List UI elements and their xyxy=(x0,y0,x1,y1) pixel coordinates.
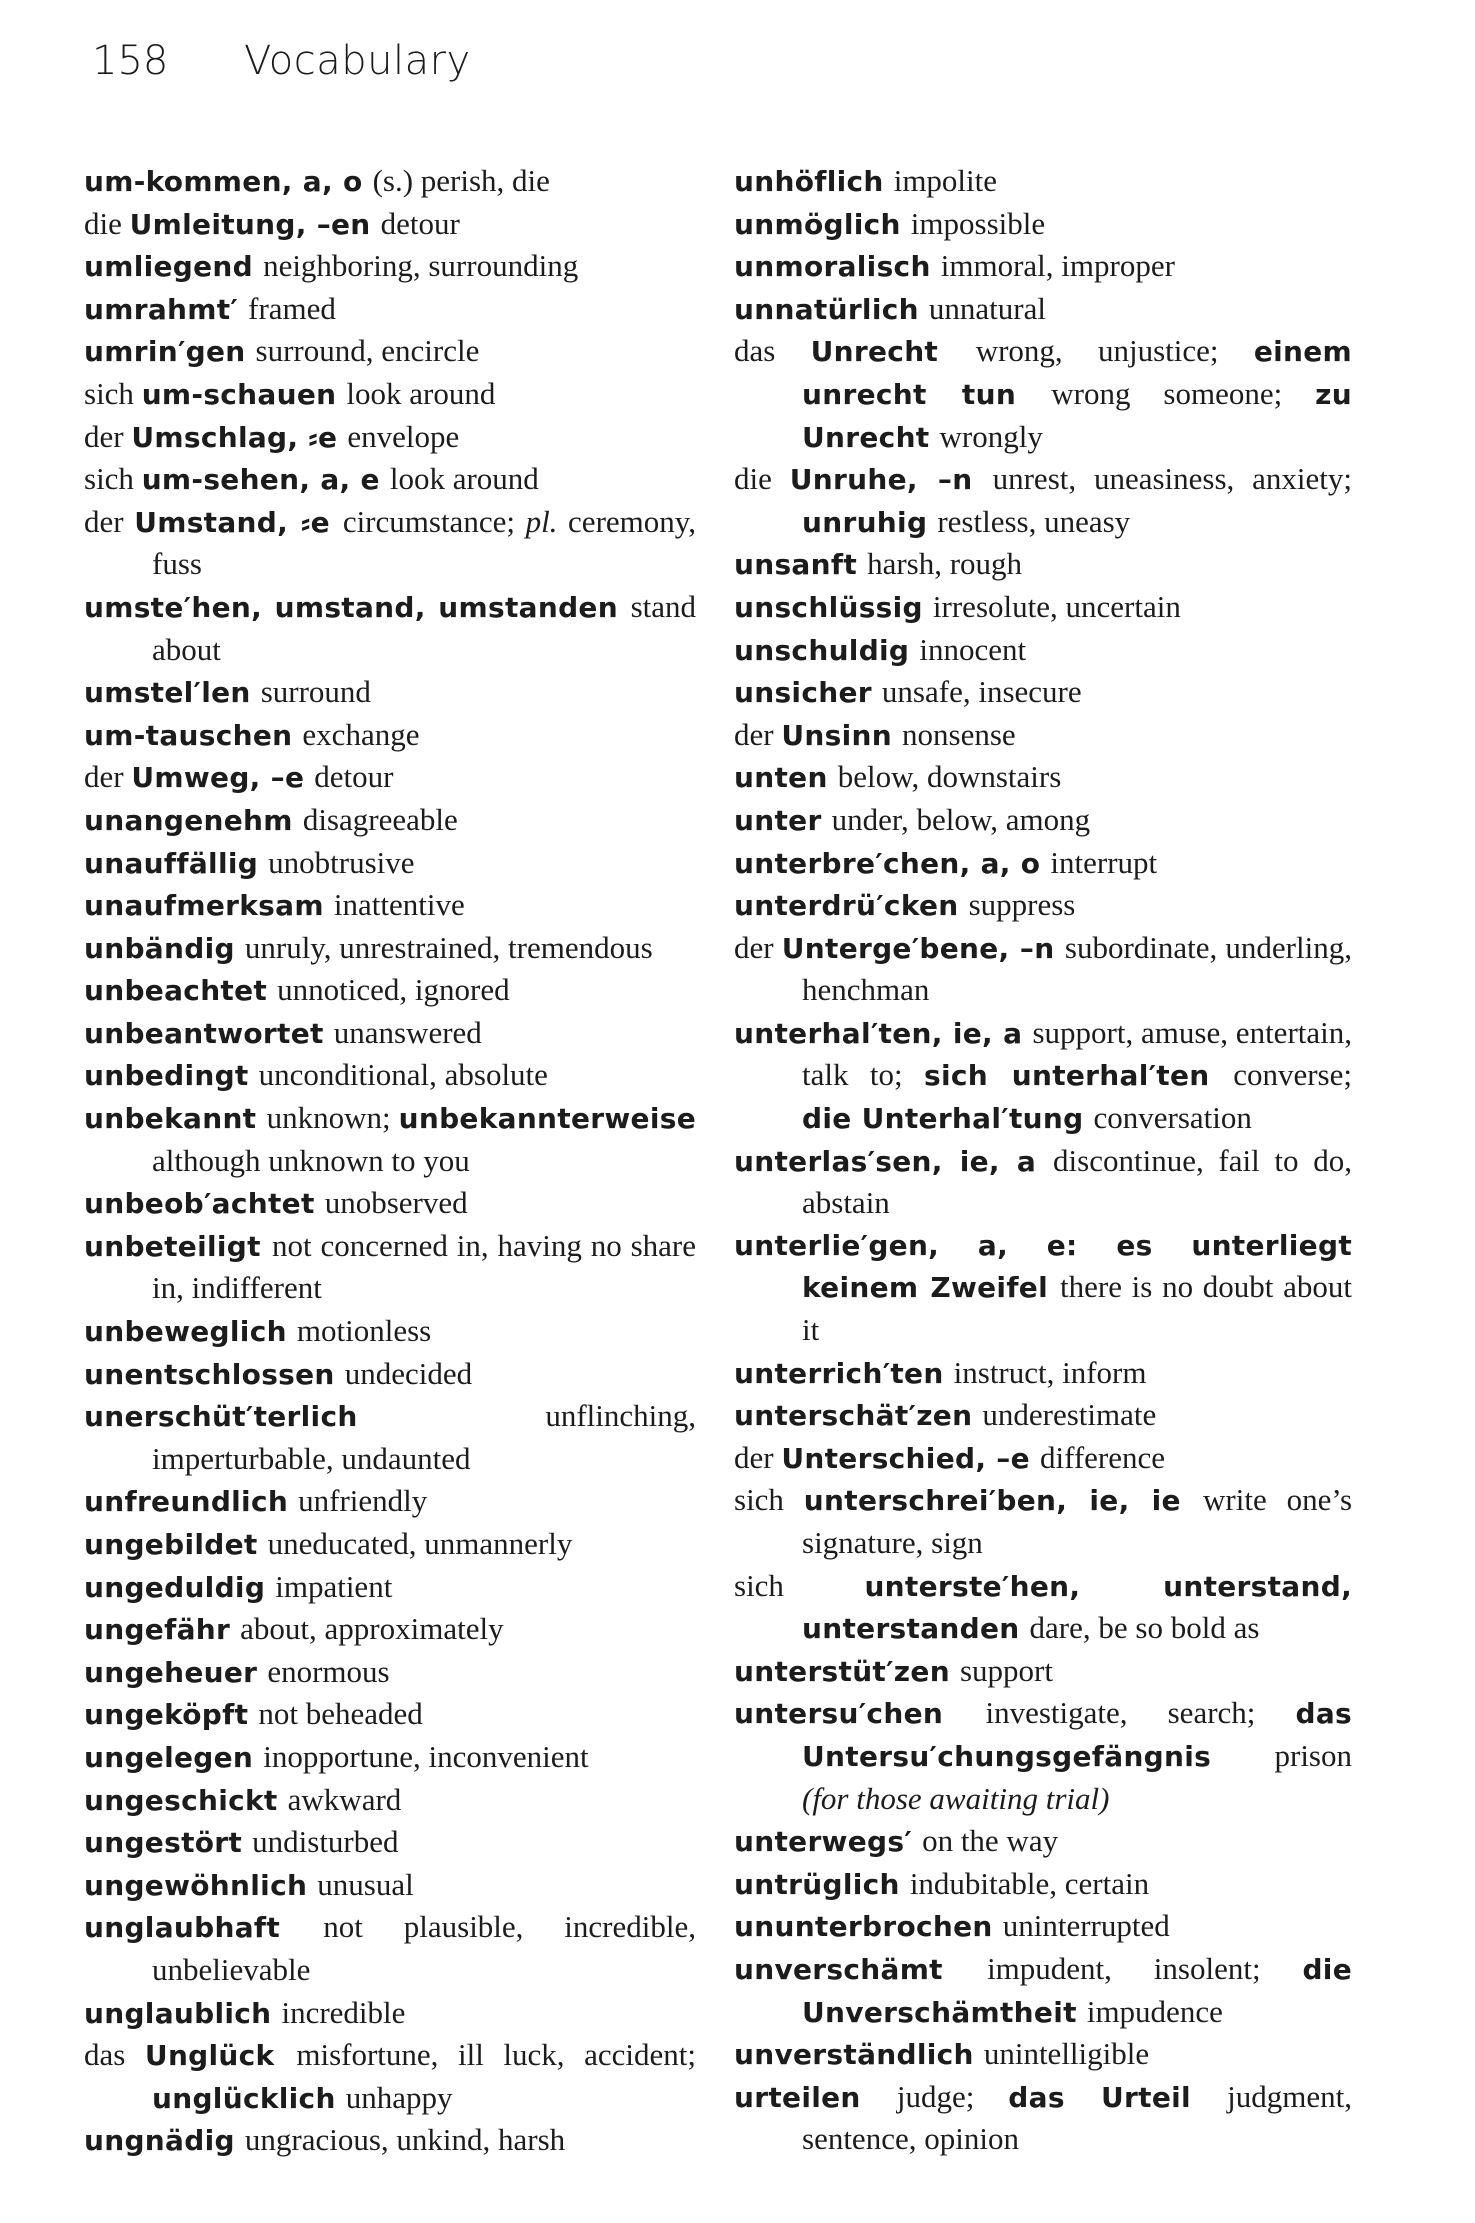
definition: difference xyxy=(1039,1439,1166,1475)
vocab-entry xyxy=(84,1736,696,1779)
definition: impolite xyxy=(893,163,998,198)
definition: impatient xyxy=(275,1568,393,1604)
definition: undecided xyxy=(344,1355,473,1391)
vocab-entry xyxy=(84,245,696,288)
vocab-entry xyxy=(84,373,696,416)
definition: ungracious, unkind, harsh xyxy=(244,2122,566,2158)
definition: circumstance; xyxy=(342,503,526,539)
headword: einem unrecht tun xyxy=(802,335,1352,411)
vocab-entry xyxy=(84,884,696,927)
vocab-entry xyxy=(84,288,696,331)
headword: unbeachtet xyxy=(84,974,278,1008)
definition: inopportune, inconvenient xyxy=(263,1738,589,1774)
headword: unmöglich xyxy=(734,207,911,241)
headword: unterhal′ten, ie, a xyxy=(734,1016,1033,1050)
article: das xyxy=(734,333,811,369)
headword: ungefähr xyxy=(84,1613,241,1647)
vocab-entry xyxy=(734,1650,1352,1693)
headword: ungeschickt xyxy=(84,1783,288,1817)
vocab-entry xyxy=(84,842,696,885)
definition: impudent, insolent; xyxy=(987,1950,1303,1986)
definition: support xyxy=(959,1652,1053,1688)
definition: immoral, improper xyxy=(940,248,1175,284)
headword: unten xyxy=(734,761,838,795)
headword: unterste′hen, unterstand, unterstanden xyxy=(802,1569,1353,1646)
headword: Umleitung, –en xyxy=(129,207,381,241)
right-column xyxy=(734,160,1352,2161)
article: sich xyxy=(734,1567,865,1603)
vocab-entry xyxy=(84,330,696,373)
headword: unfreundlich xyxy=(84,1485,299,1519)
definition: unnoticed, ignored xyxy=(277,972,510,1008)
vocab-entry xyxy=(734,2033,1352,2076)
definition: impudence xyxy=(1086,1993,1223,2029)
vocab-entry xyxy=(734,1905,1352,1948)
headword: unmoralisch xyxy=(734,250,941,284)
definition: undisturbed xyxy=(252,1824,399,1860)
usage-note: (for those awaiting trial) xyxy=(802,1780,1110,1816)
headword: ungeköpft xyxy=(84,1698,259,1732)
headword: Unglück xyxy=(144,2039,297,2073)
vocab-entry xyxy=(84,1566,696,1609)
definition: unanswered xyxy=(333,1014,482,1050)
definition: not beheaded xyxy=(258,1696,423,1732)
definition: uneducated, unmannerly xyxy=(267,1526,573,1561)
vocab-entry xyxy=(734,1012,1352,1140)
vocab-entry xyxy=(734,1565,1352,1650)
article: das xyxy=(84,2037,145,2073)
vocab-entry xyxy=(734,586,1352,629)
vocab-entry xyxy=(84,160,696,203)
vocab-entry xyxy=(84,416,696,459)
definition: on the way xyxy=(922,1823,1059,1859)
headword: unterlas′sen, ie, a xyxy=(734,1144,1054,1178)
headword: unerschüt′terlich xyxy=(84,1400,546,1434)
vocab-entry xyxy=(734,1394,1352,1437)
definition: interrupt xyxy=(1050,844,1158,880)
headword: ungewöhnlich xyxy=(84,1868,318,1902)
headword: unbeantwortet xyxy=(84,1016,334,1050)
vocab-entry xyxy=(84,1225,696,1310)
definition: unusual xyxy=(317,1866,414,1902)
definition: wrongly xyxy=(939,418,1043,454)
headword: Unrecht xyxy=(810,335,976,369)
definition: unobtrusive xyxy=(268,844,415,880)
vocab-entry xyxy=(734,203,1352,246)
headword: das Urteil xyxy=(1008,2080,1228,2114)
vocab-entry xyxy=(734,330,1352,458)
definition: (s.) perish, die xyxy=(372,163,550,198)
running-head: Vocabulary xyxy=(244,38,471,84)
definition: discontinue, fail to do, abstain xyxy=(802,1142,1352,1221)
definition: unfriendly xyxy=(298,1483,428,1519)
definition: under, below, among xyxy=(831,801,1091,837)
vocab-entry xyxy=(734,1225,1352,1352)
definition: wrong someone; xyxy=(1051,375,1316,411)
headword: unverschämt xyxy=(734,1952,988,1986)
headword: ununterbrochen xyxy=(734,1910,1003,1944)
headword: umliegend xyxy=(84,250,264,284)
definition: nonsense xyxy=(902,716,1016,752)
page-header xyxy=(92,38,1392,98)
definition: unruly, unrestrained, tremendous xyxy=(244,929,653,965)
headword: unglaublich xyxy=(84,1996,282,2030)
headword: untrüglich xyxy=(734,1867,910,1901)
headword: unnatürlich xyxy=(734,292,929,326)
headword: umrahmt′ xyxy=(84,292,249,326)
vocab-entry xyxy=(84,1012,696,1055)
definition: motionless xyxy=(296,1313,432,1349)
left-column xyxy=(84,160,696,2162)
headword: unschuldig xyxy=(734,633,920,667)
article: der xyxy=(84,503,135,539)
definition: not concerned in, having no share in, indifferent xyxy=(152,1227,696,1306)
vocab-entry xyxy=(84,714,696,757)
headword: zu Unrecht xyxy=(802,377,1352,454)
article: der xyxy=(84,418,132,454)
vocab-entry xyxy=(734,1352,1352,1395)
definition: incredible xyxy=(281,1994,406,2030)
definition: judge; xyxy=(896,2078,1009,2114)
headword: um-kommen, a, o xyxy=(84,165,373,198)
headword: unterstüt′zen xyxy=(734,1654,960,1688)
definition: unobserved xyxy=(324,1185,468,1221)
vocab-entry xyxy=(734,1140,1352,1225)
headword: Unruhe, –n xyxy=(789,463,993,497)
article: der xyxy=(734,716,782,752)
headword: urteilen xyxy=(734,2080,897,2114)
headword: unbeob′achtet xyxy=(84,1187,325,1221)
definition: unflinching, imperturbable, undaunted xyxy=(152,1398,696,1476)
headword: unruhig xyxy=(802,505,938,539)
vocab-entry xyxy=(84,1097,696,1182)
vocab-entry xyxy=(84,203,696,246)
definition: unintelligible xyxy=(983,2036,1150,2072)
headword: unauffällig xyxy=(84,846,269,880)
vocab-entry xyxy=(734,1820,1352,1863)
definition: surround, encircle xyxy=(255,333,480,369)
definition: indubitable, certain xyxy=(909,1865,1150,1901)
vocab-entry xyxy=(84,1395,696,1480)
definition: although unknown to you xyxy=(152,1142,470,1178)
vocab-entry xyxy=(734,1692,1352,1820)
vocab-entry xyxy=(734,288,1352,331)
headword: ungelegen xyxy=(84,1740,264,1774)
headword: ungebildet xyxy=(84,1528,268,1561)
article: sich xyxy=(84,375,142,411)
definition: conversation xyxy=(1093,1100,1252,1136)
definition: neighboring, surrounding xyxy=(263,248,579,284)
article: der xyxy=(734,929,782,965)
headword: unaufmerksam xyxy=(84,889,334,923)
vocab-entry xyxy=(734,1863,1352,1906)
headword: untersu′chen xyxy=(734,1697,986,1731)
definition: misfortune, ill luck, accident; xyxy=(296,2037,696,2073)
headword: Umstand, ⸗e xyxy=(134,505,343,539)
vocab-entry xyxy=(734,842,1352,885)
vocab-entry xyxy=(84,1651,696,1694)
headword: unbedingt xyxy=(84,1059,259,1093)
definition: harsh, rough xyxy=(867,546,1023,582)
headword: unterschät′zen xyxy=(734,1399,983,1433)
definition: instruct, inform xyxy=(953,1354,1147,1390)
definition: disagreeable xyxy=(302,801,458,837)
headword: unglücklich xyxy=(152,2081,346,2115)
headword: Umschlag, ⸗e xyxy=(131,420,348,454)
definition: unconditional, absolute xyxy=(258,1057,548,1093)
vocab-entry xyxy=(84,1310,696,1353)
definition: irresolute, uncertain xyxy=(932,588,1181,624)
definition: unhappy xyxy=(345,2079,453,2115)
definition: dare, be so bold as xyxy=(1029,1610,1260,1646)
definition: impossible xyxy=(910,205,1046,241)
vocab-entry xyxy=(734,2076,1352,2161)
headword: unter xyxy=(734,803,832,837)
vocab-entry xyxy=(84,1864,696,1907)
definition: awkward xyxy=(287,1781,402,1817)
article: die xyxy=(84,205,130,241)
definition: suppress xyxy=(968,887,1076,923)
vocab-entry xyxy=(84,1353,696,1396)
vocab-entry xyxy=(84,1821,696,1864)
definition: enormous xyxy=(267,1653,390,1689)
vocab-entry xyxy=(734,245,1352,288)
headword: um-tauschen xyxy=(84,718,303,752)
vocab-entry xyxy=(84,1182,696,1225)
definition: unnatural xyxy=(928,290,1046,326)
headword: ungeheuer xyxy=(84,1655,268,1689)
definition: unknown; xyxy=(266,1100,399,1136)
headword: unentschlossen xyxy=(84,1357,345,1391)
headword: unterbre′chen, a, o xyxy=(734,846,1051,880)
vocab-entry xyxy=(734,884,1352,927)
vocab-entry xyxy=(84,501,696,586)
headword: unbekannt xyxy=(84,1102,267,1136)
definition: uninterrupted xyxy=(1002,1908,1170,1944)
headword: das Untersu′chungsgefängnis xyxy=(802,1697,1352,1773)
headword: unterrich′ten xyxy=(734,1356,954,1390)
definition: write one’s signature, sign xyxy=(802,1482,1353,1560)
headword: unterschrei′ben, ie, ie xyxy=(803,1484,1204,1518)
headword: Unterschied, –e xyxy=(781,1441,1040,1475)
vocab-entry xyxy=(84,799,696,842)
headword: unbändig xyxy=(84,931,245,965)
vocab-entry xyxy=(84,756,696,799)
vocab-entry xyxy=(734,543,1352,586)
definition: surround xyxy=(260,674,371,710)
headword: die Unterhal′tung xyxy=(802,1102,1094,1136)
article: der xyxy=(84,759,132,795)
headword: um-sehen, a, e xyxy=(141,463,390,497)
headword: sich unterhal′ten xyxy=(924,1059,1234,1093)
vocab-entry xyxy=(84,671,696,714)
vocab-entry xyxy=(734,1948,1352,2033)
definition: unsafe, insecure xyxy=(881,674,1082,710)
definition: there is no doubt about it xyxy=(802,1269,1352,1348)
headword: unbeteiligt xyxy=(84,1229,272,1263)
headword: umste′hen, umstand, umstanden xyxy=(84,590,631,624)
vocab-entry xyxy=(84,969,696,1012)
definition: below, downstairs xyxy=(837,759,1062,795)
headword: ungestört xyxy=(84,1826,253,1860)
headword: um-schauen xyxy=(141,377,347,411)
vocab-entry xyxy=(84,1608,696,1651)
definition: ceremony, fuss xyxy=(152,503,696,582)
definition: innocent xyxy=(919,631,1027,667)
definition: detour xyxy=(380,205,460,241)
vocab-entry xyxy=(734,756,1352,799)
headword: Umweg, –e xyxy=(131,761,315,795)
headword: unbekannterweise xyxy=(398,1102,696,1136)
headword: Unterge′bene, –n xyxy=(781,931,1065,965)
definition: support, amuse, entertain, talk to; xyxy=(802,1014,1352,1093)
headword: umrin′gen xyxy=(84,335,256,369)
definition: wrong, unjustice; xyxy=(975,333,1254,369)
article: sich xyxy=(734,1482,804,1518)
headword: unschlüssig xyxy=(734,590,933,624)
headword: umstel′len xyxy=(84,676,261,710)
definition: framed xyxy=(248,290,336,326)
vocab-entry xyxy=(734,714,1352,757)
vocab-entry xyxy=(84,1906,696,1991)
page-number: 158 xyxy=(92,38,169,84)
vocab-entry xyxy=(84,1693,696,1736)
definition: investigate, search; xyxy=(985,1695,1296,1731)
headword: unsicher xyxy=(734,676,882,710)
definition: detour xyxy=(314,759,394,795)
vocab-entry xyxy=(84,1779,696,1822)
definition: exchange xyxy=(302,716,420,752)
headword: unsanft xyxy=(734,548,868,582)
headword: unterlie′gen, a, e: es unterliegt keinem Zweifel xyxy=(734,1228,1352,1305)
article: die xyxy=(734,461,790,497)
headword: unhöflich xyxy=(734,165,894,198)
headword: unterwegs′ xyxy=(734,1825,923,1859)
definition: prison xyxy=(1274,1737,1352,1773)
vocab-entry xyxy=(84,458,696,501)
vocab-entry xyxy=(734,629,1352,672)
definition: judgment, sentence, opinion xyxy=(802,2078,1352,2157)
vocab-entry xyxy=(84,2119,696,2162)
vocab-entry xyxy=(84,927,696,970)
usage-note: pl. xyxy=(525,503,558,539)
vocab-entry xyxy=(84,1054,696,1097)
definition: unrest, uneasiness, anxiety; xyxy=(992,461,1352,497)
headword: ungnädig xyxy=(84,2124,245,2158)
definition: look around xyxy=(346,375,496,411)
vocab-entry xyxy=(734,458,1352,543)
headword: ungeduldig xyxy=(84,1570,276,1604)
vocab-entry xyxy=(734,160,1352,203)
definition: about, approximately xyxy=(240,1611,504,1647)
vocab-entry xyxy=(84,1480,696,1523)
headword: unterdrü′cken xyxy=(734,889,969,923)
vocab-entry xyxy=(84,1523,696,1566)
definition: underestimate xyxy=(982,1397,1157,1433)
vocab-entry xyxy=(734,927,1352,1012)
article: der xyxy=(734,1439,782,1475)
headword: unglaubhaft xyxy=(84,1911,324,1945)
headword: Unsinn xyxy=(781,718,902,752)
headword: unbeweglich xyxy=(84,1315,297,1349)
headword: unangenehm xyxy=(84,803,303,837)
definition: not plausible, incredible, unbelievable xyxy=(152,1909,696,1987)
vocab-entry xyxy=(84,1992,696,2035)
definition: look around xyxy=(389,461,539,497)
headword: die Unverschämtheit xyxy=(802,1952,1352,2029)
definition: converse; xyxy=(1233,1057,1352,1093)
vocab-entry xyxy=(734,671,1352,714)
article: sich xyxy=(84,461,142,497)
definition: stand about xyxy=(152,588,696,667)
definition: inattentive xyxy=(333,887,465,923)
definition: envelope xyxy=(347,418,460,454)
headword: unverständlich xyxy=(734,2038,984,2072)
vocab-entry xyxy=(734,1479,1352,1564)
vocab-entry xyxy=(84,2034,696,2119)
vocab-entry xyxy=(734,1437,1352,1480)
definition: restless, uneasy xyxy=(937,503,1131,539)
vocab-entry xyxy=(84,586,696,671)
definition: subordinate, underling, henchman xyxy=(802,929,1352,1008)
vocab-entry xyxy=(734,799,1352,842)
